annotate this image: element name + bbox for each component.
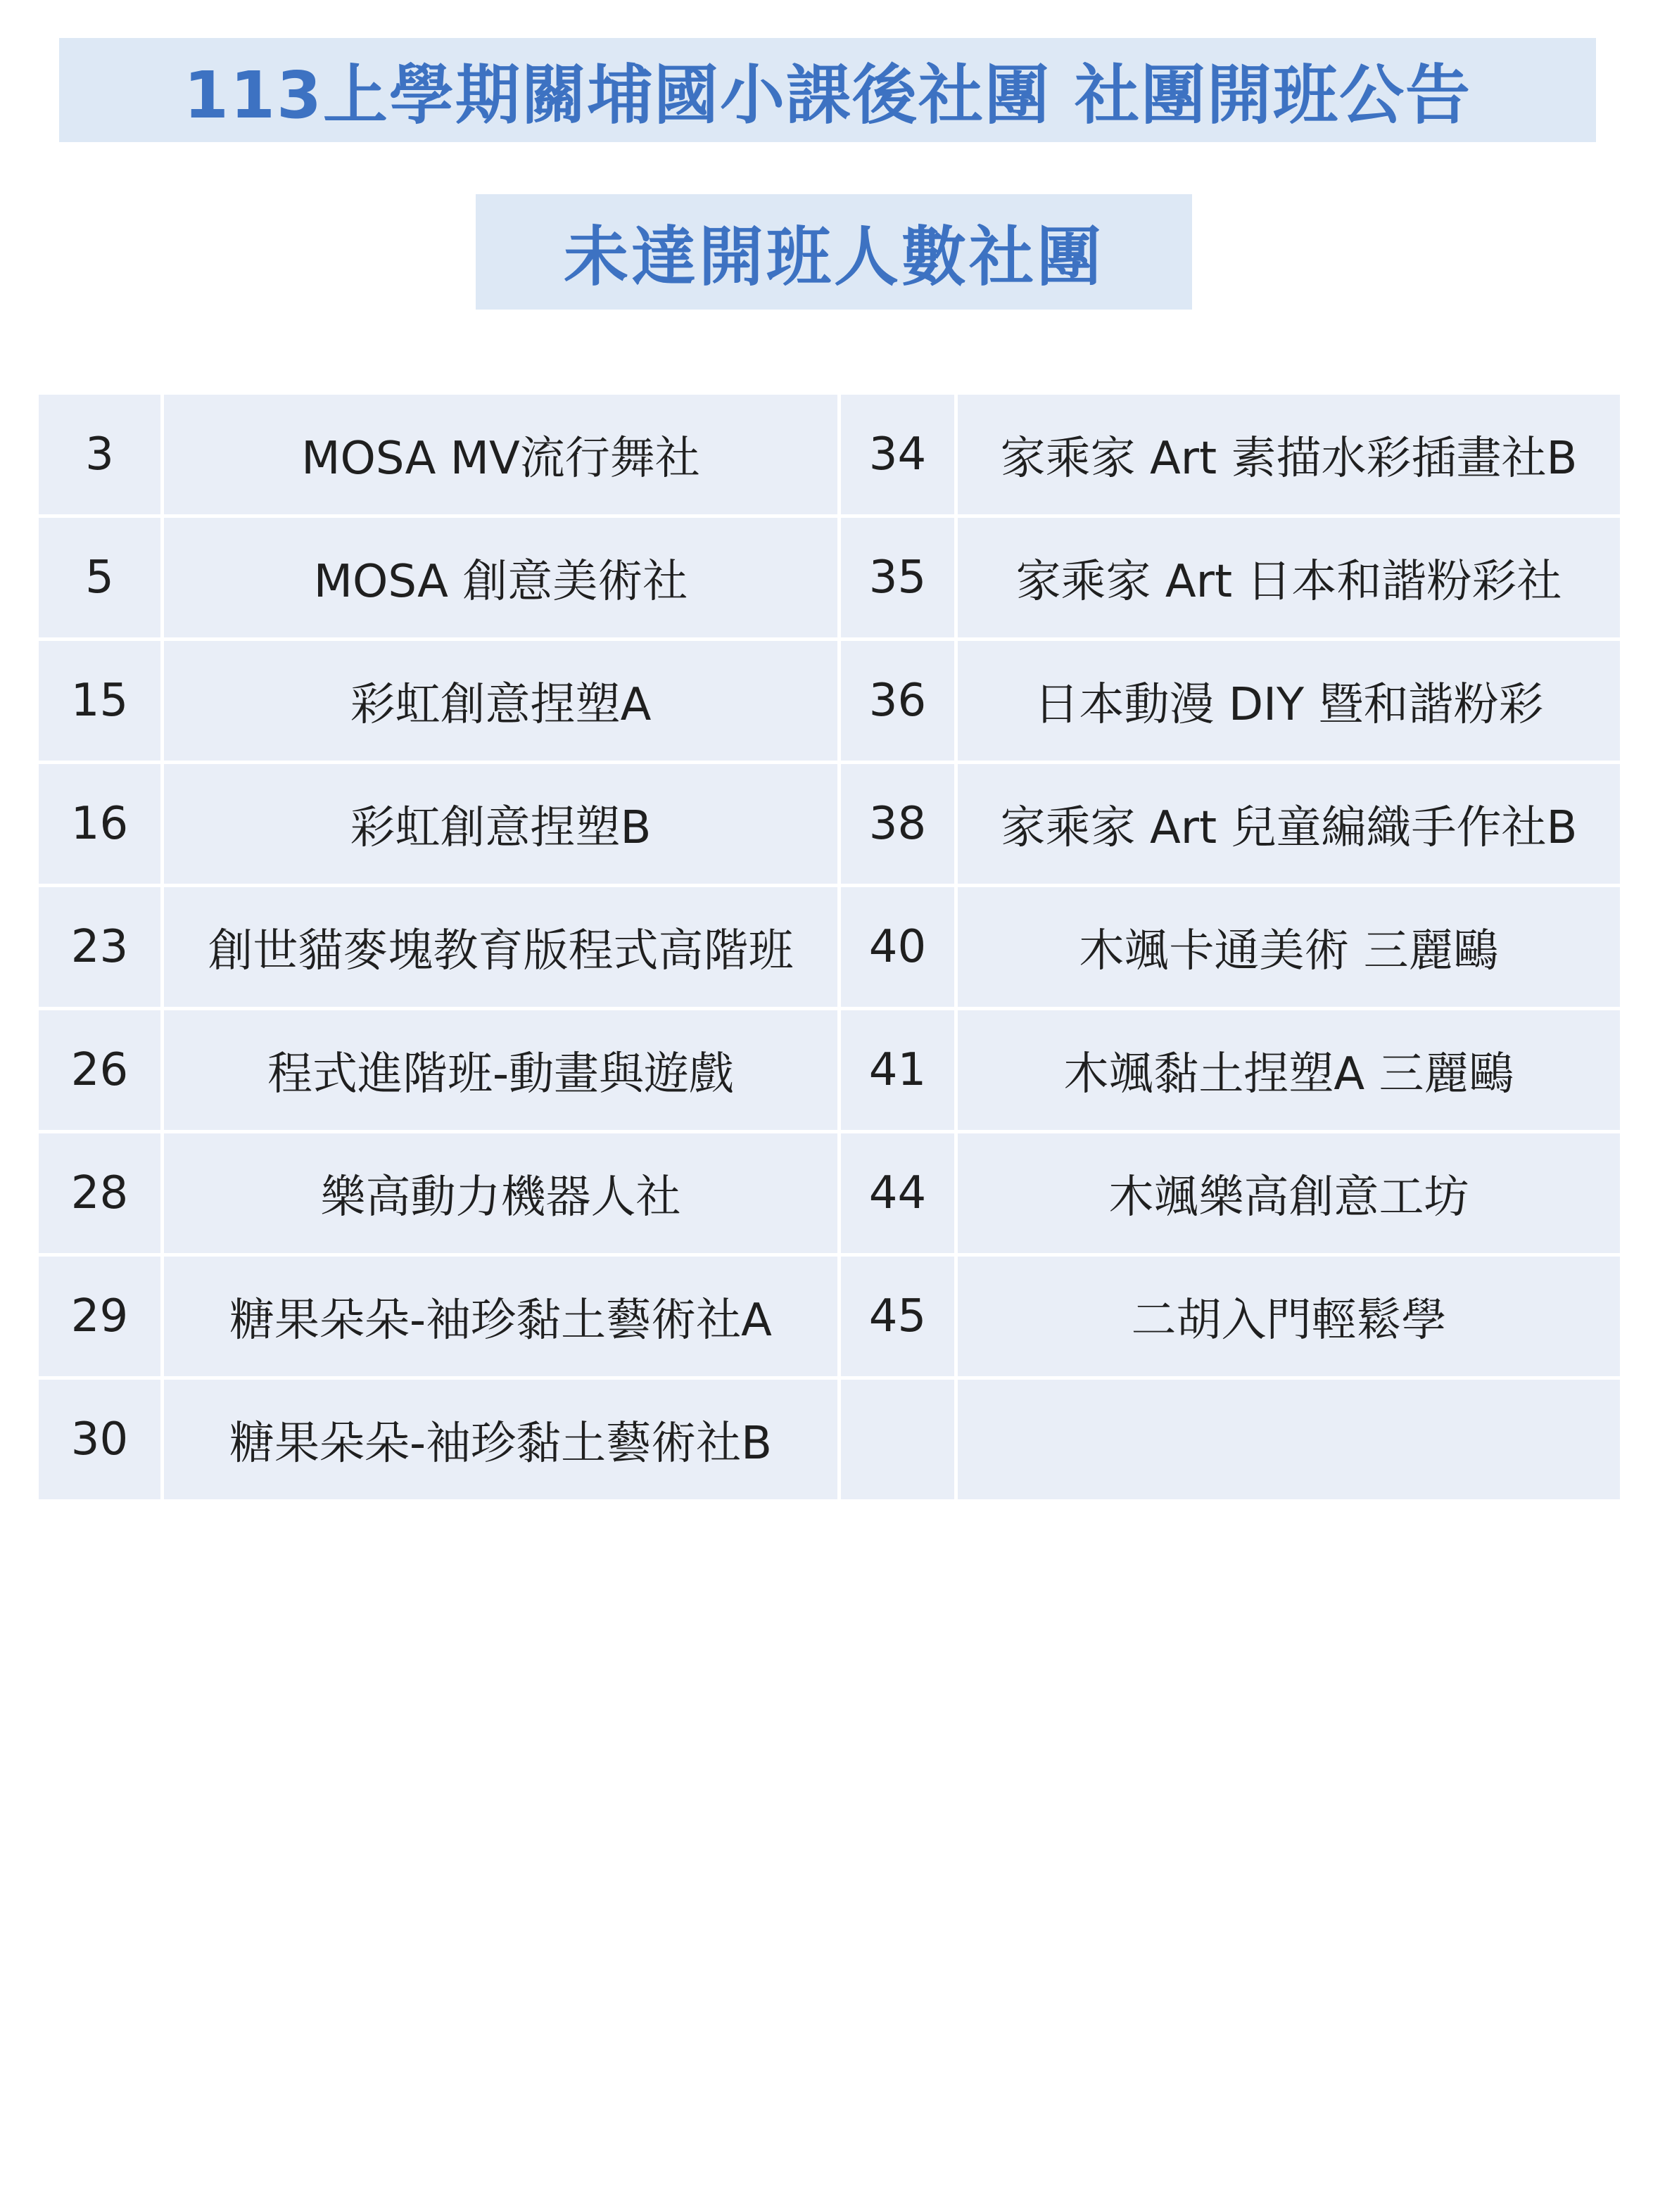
club-name: 二胡入門輕鬆學 xyxy=(956,1255,1622,1378)
club-name: 木颯黏土捏塑A 三麗鷗 xyxy=(956,1009,1622,1132)
club-name xyxy=(956,1378,1622,1501)
club-name: 家乘家 Art 兒童編織手作社B xyxy=(956,763,1622,886)
page-title: 113上學期關埔國小課後社團 社團開班公告 xyxy=(183,58,1472,133)
club-number: 36 xyxy=(840,640,956,763)
table-row xyxy=(37,886,1622,1009)
club-number: 41 xyxy=(840,1009,956,1132)
club-number: 15 xyxy=(37,640,163,763)
club-number: 34 xyxy=(840,393,956,516)
club-name: 日本動漫 DIY 暨和諧粉彩 xyxy=(956,640,1622,763)
club-name: 家乘家 Art 素描水彩插畫社B xyxy=(956,393,1622,516)
club-name: 程式進階班-動畫與遊戲 xyxy=(163,1009,840,1132)
club-name: 家乘家 Art 日本和諧粉彩社 xyxy=(956,516,1622,640)
club-number: 45 xyxy=(840,1255,956,1378)
table-row xyxy=(37,1132,1622,1255)
club-number: 5 xyxy=(37,516,163,640)
club-number: 44 xyxy=(840,1132,956,1255)
table-row xyxy=(37,516,1622,640)
club-name: 糖果朵朵-袖珍黏土藝術社A xyxy=(163,1255,840,1378)
club-number: 38 xyxy=(840,763,956,886)
club-number xyxy=(840,1378,956,1501)
club-name: MOSA MV流行舞社 xyxy=(163,393,840,516)
club-name: 木颯樂高創意工坊 xyxy=(956,1132,1622,1255)
club-number: 28 xyxy=(37,1132,163,1255)
club-number: 16 xyxy=(37,763,163,886)
table-row xyxy=(37,640,1622,763)
club-name: 創世貓麥塊教育版程式高階班 xyxy=(163,886,840,1009)
club-table xyxy=(35,391,1623,1503)
page-subtitle: 未達開班人數社團 xyxy=(563,220,1104,295)
club-number: 29 xyxy=(37,1255,163,1378)
title-banner xyxy=(59,38,1596,142)
club-name: 木颯卡通美術 三麗鷗 xyxy=(956,886,1622,1009)
table-row xyxy=(37,1378,1622,1501)
club-name: 樂高動力機器人社 xyxy=(163,1132,840,1255)
club-number: 3 xyxy=(37,393,163,516)
club-name: 彩虹創意捏塑A xyxy=(163,640,840,763)
subtitle-banner xyxy=(476,194,1192,310)
club-name: MOSA 創意美術社 xyxy=(163,516,840,640)
club-number: 40 xyxy=(840,886,956,1009)
club-name: 糖果朵朵-袖珍黏土藝術社B xyxy=(163,1378,840,1501)
table-row xyxy=(37,1009,1622,1132)
table-row xyxy=(37,763,1622,886)
table-row xyxy=(37,1255,1622,1378)
club-number: 30 xyxy=(37,1378,163,1501)
club-number: 26 xyxy=(37,1009,163,1132)
club-name: 彩虹創意捏塑B xyxy=(163,763,840,886)
club-number: 23 xyxy=(37,886,163,1009)
table-row xyxy=(37,393,1622,516)
club-number: 35 xyxy=(840,516,956,640)
